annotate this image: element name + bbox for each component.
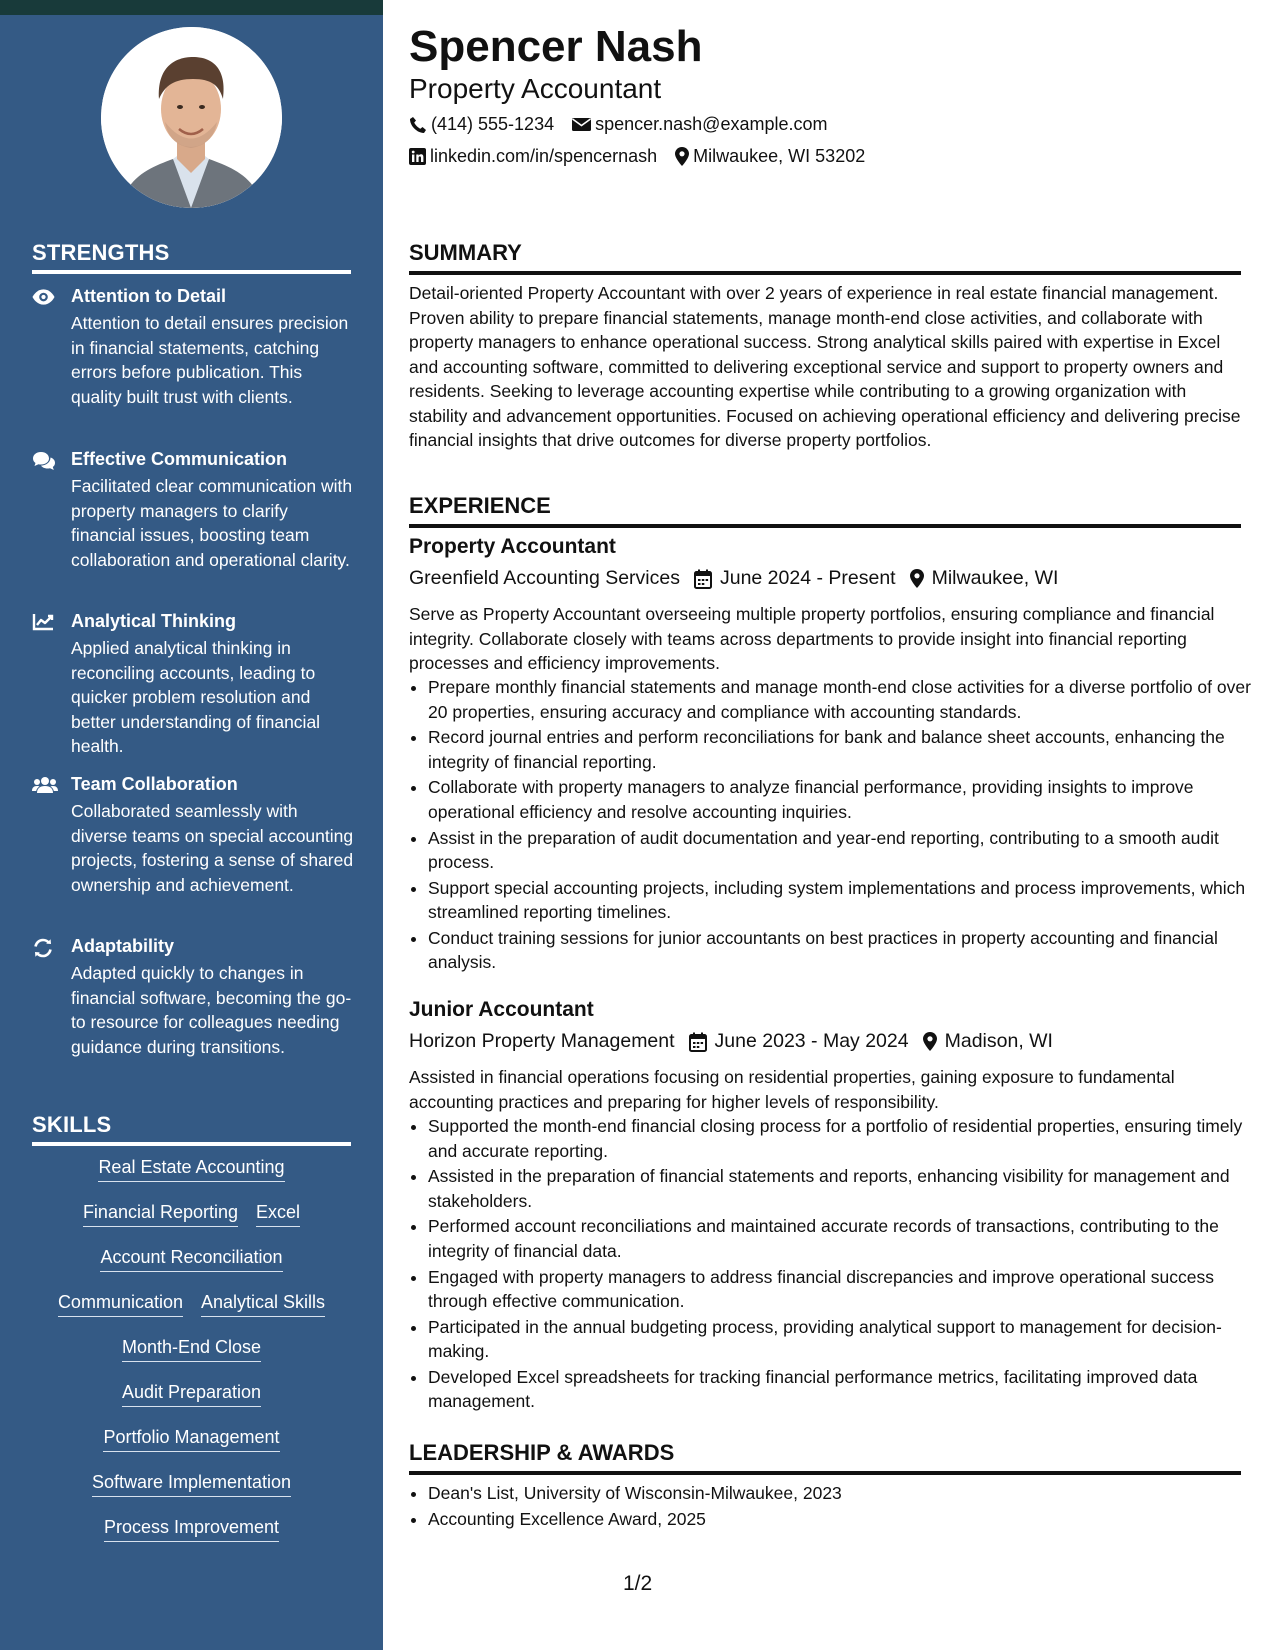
- job-company: Horizon Property Management: [409, 1030, 675, 1052]
- job-location-text: Milwaukee, WI: [931, 567, 1059, 589]
- chart-line-icon: [32, 613, 56, 633]
- strength-description: Attention to detail ensures precision in financial statements, catching errors before publication. This quality built trust with clients.: [71, 313, 349, 407]
- phone-icon: [409, 116, 427, 134]
- job-bullet: • Engaged with property managers to address financial discrepancies and improve operational success through effective communication.: [428, 1265, 1260, 1314]
- skill-row: [32, 1427, 351, 1472]
- awards-heading: LEADERSHIP & AWARDS: [409, 1440, 1241, 1475]
- contact-linkedin[interactable]: [409, 146, 657, 167]
- map-marker-icon: [675, 147, 689, 166]
- skill-row: [32, 1337, 351, 1382]
- job-dates: [689, 1030, 909, 1053]
- calendar-icon: [689, 1032, 707, 1052]
- skill-tag: Portfolio Management: [103, 1427, 279, 1452]
- summary-text: Detail-oriented Property Accountant with over 2 years of experience in real estate financial management. Proven ability to prepare financial statements, manage month-end close activities, and collaborate with property managers to enhance operational success. Strong analytical skills paired with expertise in Excel and accounting software, committed to delivering exceptional service and support to property owners and residents. Seeking to leverage accounting expertise while contributing to a growing organization with stability and advancement opportunities. Focused on achieving operational efficiency and delivering precise financial insights that drive outcomes for diverse property portfolios.: [409, 283, 1241, 450]
- map-marker-icon: [923, 1032, 937, 1051]
- skill-tag: Analytical Skills: [201, 1292, 325, 1317]
- job-bullet: • Collaborate with property managers to analyze financial performance, providing insights to improve operational efficiency and resolve accounting inquiries.: [428, 775, 1260, 824]
- skill-tag: Excel: [256, 1202, 300, 1227]
- contact-email[interactable]: [572, 114, 827, 135]
- sidebar: [0, 0, 383, 1650]
- strength-title: Effective Communication: [71, 449, 288, 469]
- candidate-title: Property Accountant: [409, 73, 662, 104]
- contact-line-2: [409, 146, 883, 167]
- candidate-name: Spencer Nash: [409, 22, 703, 71]
- skill-row: [32, 1292, 351, 1337]
- job-bullets: [409, 675, 1260, 976]
- map-marker-icon: [910, 569, 924, 588]
- contact-location: [675, 146, 865, 167]
- job-location-text: Madison, WI: [944, 1030, 1053, 1052]
- job-role: Junior Accountant: [409, 998, 594, 1021]
- job-location: [923, 1030, 1053, 1053]
- strength-description: Adapted quickly to changes in financial software, becoming the go-to resource for colleagues needing guidance during transitions.: [71, 963, 352, 1057]
- summary-heading: SUMMARY: [409, 240, 1241, 275]
- strength-description: Facilitated clear communication with property managers to clarify financial issues, boosting team collaboration and operational clarity.: [71, 476, 353, 570]
- skills-heading: SKILLS: [32, 1112, 351, 1146]
- contact-line-1: [409, 114, 846, 135]
- job-bullet: • Record journal entries and perform reconciliations for bank and balance sheet accounts, enhancing the integrity of financial reporting.: [428, 725, 1260, 774]
- job-bullets: [409, 1114, 1260, 1415]
- job-bullet: • Developed Excel spreadsheets for tracking financial performance metrics, facilitating improved data management.: [428, 1365, 1260, 1414]
- skill-tag: Process Improvement: [104, 1517, 279, 1542]
- job-meta: [409, 1030, 1067, 1053]
- skill-row: [32, 1472, 351, 1517]
- envelope-icon: [572, 117, 591, 132]
- users-icon: [32, 776, 56, 796]
- skill-row: [32, 1157, 351, 1202]
- avatar: [101, 27, 282, 208]
- linkedin-text: linkedin.com/in/spencernash: [430, 146, 658, 166]
- job-bullet: • Prepare monthly financial statements and manage month-end close activities for a diverse portfolio of over 20 properties, ensuring accuracy and compliance with accounting standards.: [428, 675, 1260, 724]
- job-bullet: • Supported the month-end financial closing process for a portfolio of residential properties, ensuring timely and accurate reporting.: [428, 1114, 1260, 1163]
- skill-tag: Financial Reporting: [83, 1202, 238, 1227]
- skill-tag: Real Estate Accounting: [98, 1157, 284, 1182]
- skill-row: [32, 1382, 351, 1427]
- awards-list: [409, 1481, 1260, 1532]
- experience-heading: EXPERIENCE: [409, 493, 1241, 528]
- skill-row: [32, 1202, 351, 1247]
- job-dates-text: June 2024 - Present: [719, 567, 896, 589]
- job-location: [910, 567, 1059, 590]
- skill-tag: Software Implementation: [92, 1472, 291, 1497]
- email-text: spencer.nash@example.com: [595, 114, 828, 134]
- award-item: • Accounting Excellence Award, 2025: [428, 1507, 1260, 1532]
- strength-description: Collaborated seamlessly with diverse teams on special accounting projects, fostering a sense of shared ownership and achievement.: [71, 801, 354, 895]
- location-text: Milwaukee, WI 53202: [693, 146, 866, 166]
- skill-row: [32, 1247, 351, 1292]
- job-bullet: • Performed account reconciliations and maintained accurate records of transactions, contributing to the integrity of financial data.: [428, 1214, 1260, 1263]
- job-bullet: • Assisted in the preparation of financial statements and reports, enhancing visibility for management and stakeholders.: [428, 1164, 1260, 1213]
- strength-title: Attention to Detail: [71, 286, 226, 306]
- strength-title: Adaptability: [71, 936, 175, 956]
- job-bullet: • Support special accounting projects, including system implementations and process improvements, which streamlined reporting timelines.: [428, 876, 1260, 925]
- job-dates-text: June 2023 - May 2024: [714, 1030, 909, 1052]
- job-description: Serve as Property Accountant overseeing multiple property portfolios, ensuring compliance and financial integrity. Collaborate closely with teams across departments to provide insight into financial reporting processes and efficiency improvements.: [409, 604, 1215, 673]
- strength-description: Applied analytical thinking in reconciling accounts, leading to quicker problem resolution and better understanding of financial health.: [71, 638, 321, 756]
- profile-photo-icon: [101, 27, 282, 208]
- sidebar-top-band: [0, 0, 383, 15]
- job-meta: [409, 567, 1072, 590]
- skill-tag: Communication: [58, 1292, 183, 1317]
- award-item: • Dean's List, University of Wisconsin-Milwaukee, 2023: [428, 1481, 1260, 1506]
- job-bullet: • Participated in the annual budgeting process, providing analytical support to management for decision-making.: [428, 1315, 1260, 1364]
- skill-tag: Account Reconciliation: [100, 1247, 282, 1272]
- job-role: Property Accountant: [409, 535, 616, 558]
- job-bullet: • Assist in the preparation of audit documentation and year-end reporting, contributing to a smooth audit process.: [428, 826, 1260, 875]
- eye-icon: [32, 288, 56, 308]
- phone-text: (414) 555-1234: [431, 114, 555, 134]
- skill-tag: Audit Preparation: [122, 1382, 261, 1407]
- job-company: Greenfield Accounting Services: [409, 567, 680, 589]
- job-dates: [694, 567, 896, 590]
- linkedin-icon: [409, 148, 426, 165]
- strength-title: Team Collaboration: [71, 774, 238, 794]
- strength-title: Analytical Thinking: [71, 611, 237, 631]
- strengths-heading: STRENGTHS: [32, 240, 351, 274]
- calendar-icon: [694, 569, 712, 589]
- refresh-icon: [32, 938, 56, 958]
- page-number: 1/2: [623, 1572, 653, 1595]
- contact-phone[interactable]: [409, 114, 554, 135]
- skills-list: [32, 1157, 351, 1562]
- comments-icon: [32, 451, 56, 471]
- skill-tag: Month-End Close: [122, 1337, 261, 1362]
- job-bullet: • Conduct training sessions for junior accountants on best practices in property accounting and financial analysis.: [428, 926, 1260, 975]
- job-description: Assisted in financial operations focusing on residential properties, gaining exposure to fundamental accounting practices and preparing for higher levels of responsibility.: [409, 1067, 1175, 1112]
- skill-row: [32, 1517, 351, 1562]
